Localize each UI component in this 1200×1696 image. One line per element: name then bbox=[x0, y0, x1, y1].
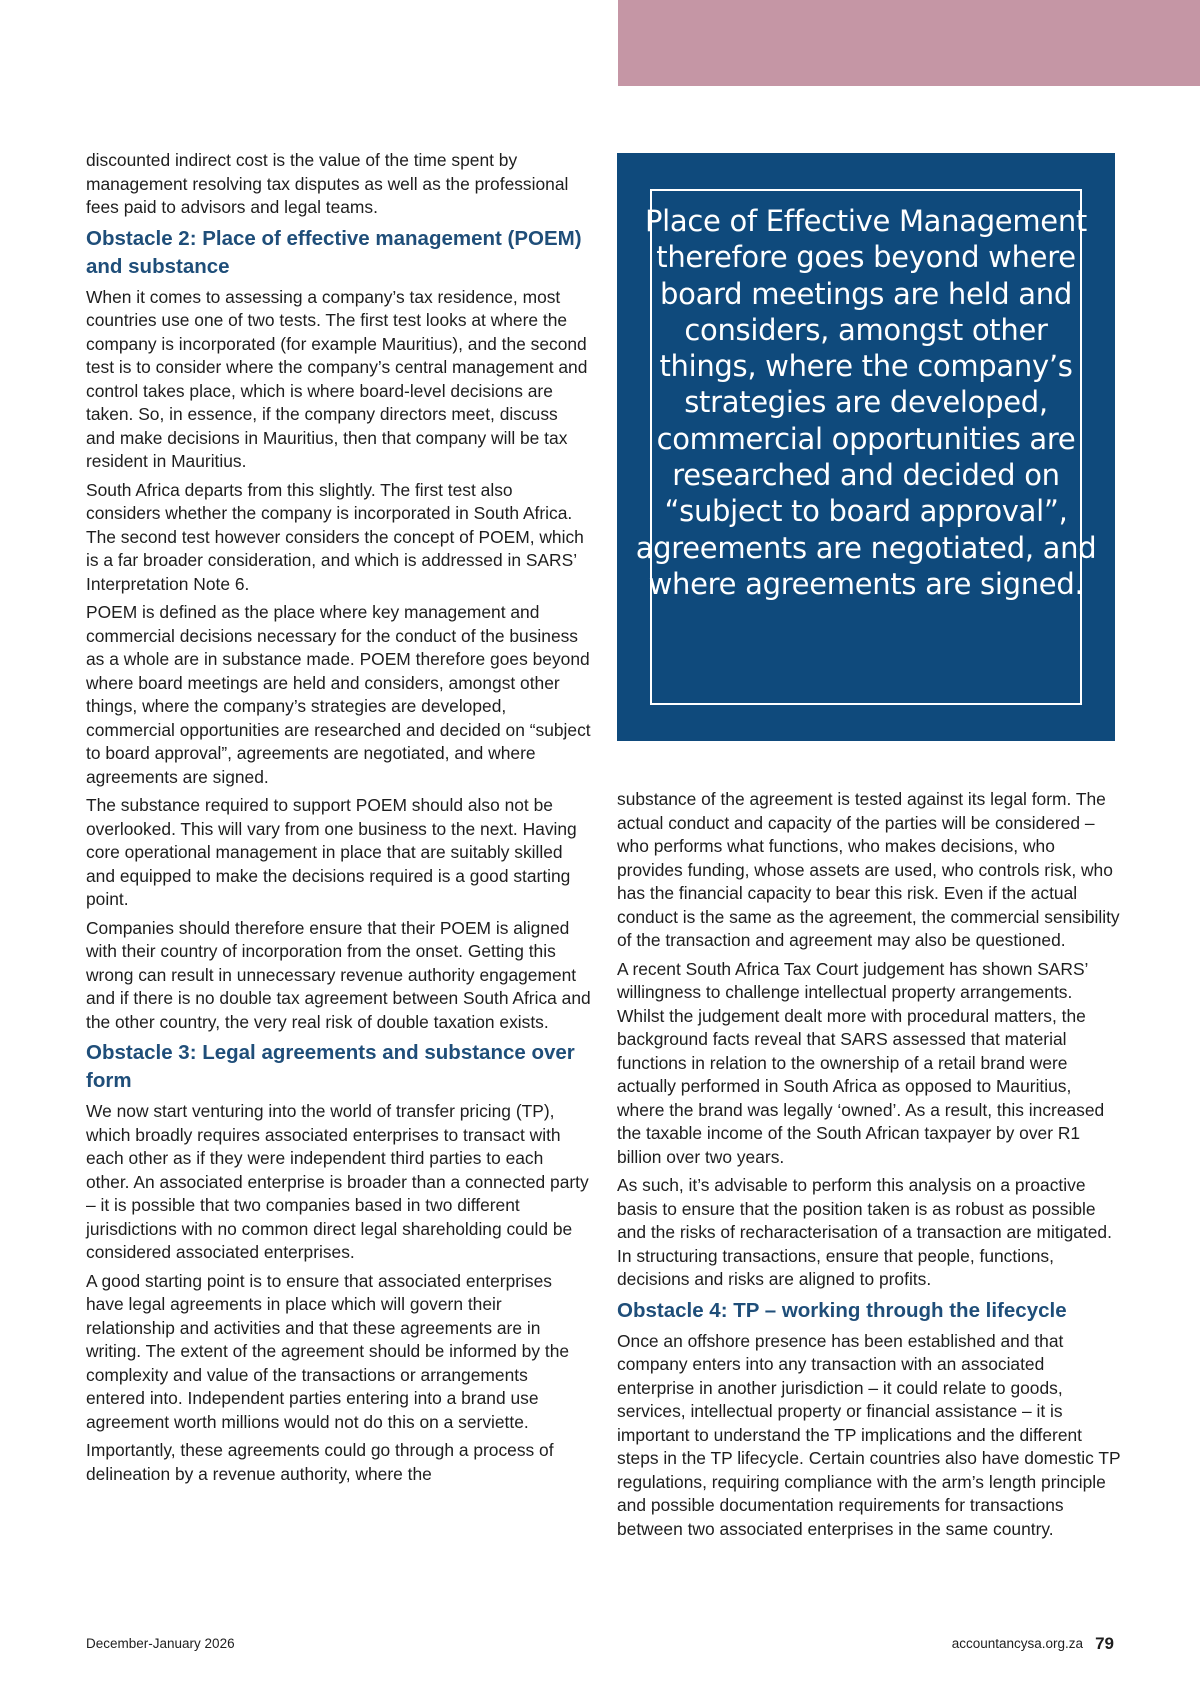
paragraph: A recent South Africa Tax Court judgement has shown SARS’ willingness to challenge intellectual property arrangements. Whilst the judgement dealt more with procedural matters, the background facts reveal that SARS assessed that material functions in relation to the ownership of a retail brand were actually performed in South Africa as opposed to Mauritius, where the brand was legally ‘owned’. As a result, this increased the taxable income of the South African taxpayer by over R1 billion over two years. bbox=[617, 958, 1105, 1167]
paragraph: POEM is defined as the place where key management and commercial decisions necessary for the conduct of the business as a whole are in substance made. POEM therefore goes beyond where board meetings are held and considers, amongst other things, where the company’s strategies are developed, commercial opportunities are researched and decided on “subject to board approval”, agreements are negotiated, and where agreements are signed. bbox=[86, 602, 591, 787]
section-heading-obstacle-2: Obstacle 2: Place of effective management (POEM) and substance bbox=[86, 226, 582, 278]
left-column bbox=[86, 149, 591, 1491]
paragraph: substance of the agreement is tested against its legal form. The actual conduct and capacity of the parties will be considered – who performs what functions, who makes decisions, who provides funding, whose assets are used, who controls risk, who has the financial capacity to bear this risk. Even if the actual conduct is the same as the agreement, the commercial sensibility of the transaction and agreement may also be questioned. bbox=[617, 789, 1120, 950]
paragraph: A good starting point is to ensure that associated enterprises have legal agreements in place which will govern their relationship and activities and that these agreements are in writing. The extent of the agreement should be informed by the complexity and value of the transactions or arrangements entered into. Independent parties entering into a brand use agreement worth millions would not do this on a serviette. bbox=[86, 1270, 570, 1432]
paragraph: South Africa departs from this slightly. The first test also considers whether the company is incorporated in South Africa. The second test however considers the concept of POEM, which is a far broader consideration, and which is addressed in SARS’ Interpretation Note 6. bbox=[86, 479, 584, 594]
section-heading-obstacle-3: Obstacle 3: Legal agreements and substance over form bbox=[86, 1041, 575, 1092]
paragraph: The substance required to support POEM should also not be overlooked. This will vary from one business to the next. Having core operational management in place that are suitably skilled and equipped to make the decisions required is a good starting point. bbox=[86, 795, 577, 909]
footer-right bbox=[952, 1634, 1114, 1654]
paragraph: When it comes to assessing a company’s tax residence, most countries use one of two tests. The first test looks at where the company is incorporated (for example Mauritius), and the second test is to consider where the company’s central management and control takes place, which is where board-level decisions are taken. So, in essence, if the company directors meet, discuss and make decisions in Mauritius, then that company will be tax resident in Mauritius. bbox=[86, 286, 588, 471]
pull-quote-box bbox=[617, 153, 1115, 741]
paragraph: Companies should therefore ensure that their POEM is aligned with their country of incorporation from the onset. Getting this wrong can result in unnecessary revenue authority engagement and if there is no double tax agreement between South Africa and the other country, the very real risk of double taxation exists. bbox=[86, 917, 591, 1032]
pull-quote-text: Place of Effective Management therefore goes beyond where board meetings are held and considers, amongst other things, where the company’s strategies are developed, commercial opportunities are researched and decided on “subject to board approval”, agreements are negotiated, and where agreements are signed. bbox=[635, 204, 1097, 601]
paragraph: We now start venturing into the world of transfer pricing (TP), which broadly requires associated enterprises to transact with each other as if they were independent third parties to each other. An associated enterprise is broader than a connected party – it is possible that two companies based in two different jurisdictions with no common direct legal shareholding could be considered associated enterprises. bbox=[86, 1101, 589, 1262]
corner-color-tab bbox=[618, 0, 1200, 86]
right-column bbox=[617, 788, 1122, 1546]
footer-issue-date: December-January 2026 bbox=[86, 1636, 235, 1651]
footer-website-link[interactable]: accountancysa.org.za bbox=[951, 1636, 1084, 1651]
page-number: 79 bbox=[1095, 1634, 1114, 1653]
section-heading-obstacle-4: Obstacle 4: TP – working through the lifecycle bbox=[617, 1298, 1067, 1322]
paragraph: discounted indirect cost is the value of the time spent by management resolving tax disputes as well as the professional fees paid to advisors and legal teams. bbox=[86, 150, 569, 217]
paragraph: Importantly, these agreements could go through a process of delineation by a revenue authority, where the bbox=[86, 1440, 554, 1484]
paragraph: Once an offshore presence has been established and that company enters into any transaction with an associated enterprise in another jurisdiction – it could relate to goods, services, intellectual property or financial assistance – it is important to understand the TP implications and the different steps in the TP lifecycle. Certain countries also have domestic TP regulations, requiring compliance with the arm’s length principle and possible documentation requirements for transactions between two associated enterprises in the same country. bbox=[617, 1330, 1121, 1539]
paragraph: As such, it’s advisable to perform this analysis on a proactive basis to ensure that the position taken is as robust as possible and the risks of recharacterisation of a transaction are mitigated. In structuring transactions, ensure that people, functions, decisions and risks are aligned to profits. bbox=[617, 1175, 1112, 1289]
